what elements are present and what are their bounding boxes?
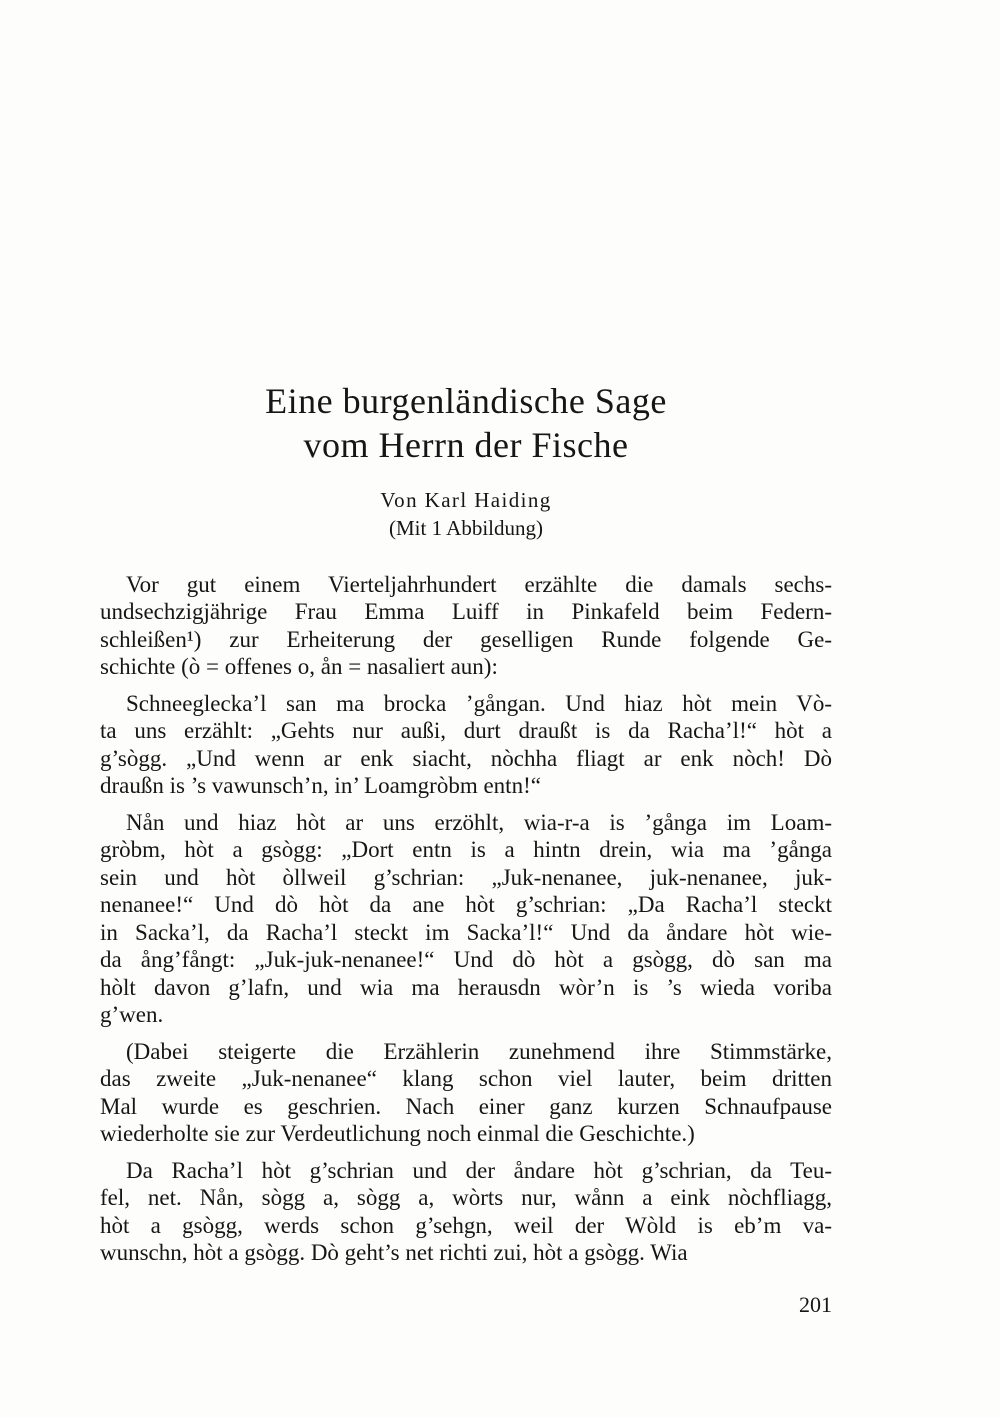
text-line: Nån und hiaz hòt ar uns erzöhlt, wia-r-a is ’gånga im Loam- <box>126 809 832 835</box>
text-line: hòlt davon g’lafn, und wia ma herausdn wòr’n is ’s wieda voriba <box>100 974 832 1000</box>
text-line: (Dabei steigerte die Erzählerin zunehmend ihre Stimmstärke, <box>126 1038 832 1064</box>
text-line: nenanee!“ Und dò hòt da ane hòt g’schrian: „Da Racha’l steckt <box>100 892 832 918</box>
paragraph <box>100 1038 832 1148</box>
text-line: schichte (ò = offenes o, ån = nasaliert aun): <box>100 654 498 680</box>
text-line: wunschn, hòt a gsògg. Dò geht’s net richti zui, hòt a gsògg. Wia <box>100 1240 688 1266</box>
text-line: Da Racha’l hòt g’schrian und der åndare hòt g’schrian, da Teu- <box>126 1157 832 1183</box>
text-line: Vor gut einem Vierteljahrhundert erzählte die damals sechs- <box>126 571 832 597</box>
text-line: draußn is ’s vawunsch’n, in’ Loamgròbm entn!“ <box>100 773 541 799</box>
paragraph <box>100 571 832 681</box>
text-line: hòt a gsògg, werds schon g’sehgn, weil der Wòld is eb’m va- <box>100 1212 832 1238</box>
text-line: da ång’fångt: „Juk-juk-nenanee!“ Und dò hòt a gsògg, dò san ma <box>100 947 832 973</box>
text-line: ta uns erzählt: „Gehts nur außi, durt draußt is da Racha’l!“ hòt a <box>100 718 832 744</box>
text-line: wiederholte sie zur Verdeutlichung noch einmal die Geschichte.) <box>100 1121 695 1147</box>
text-line: schleißen¹) zur Erheiterung der geselligen Runde folgende Ge- <box>100 626 832 652</box>
text-line: fel, net. Nån, sògg a, sògg a, wòrts nur, wånn a eink nòchfliagg, <box>100 1185 832 1211</box>
page-number: 201 <box>799 1292 832 1317</box>
text-line: g’sògg. „Und wenn ar enk siacht, nòchha fliagt ar enk nòch! Dò <box>100 745 832 771</box>
text-line: undsechzigjährige Frau Emma Luiff in Pinkafeld beim Federn- <box>100 599 832 625</box>
text-line: in Sacka’l, da Racha’l steckt im Sacka’l!“ Und da åndare hòt wie- <box>100 919 832 945</box>
illustration-note: (Mit 1 Abbildung) <box>388 515 543 540</box>
page-title-line-1: Eine burgenländische Sage <box>265 381 667 421</box>
text-line: g’wen. <box>100 1002 164 1028</box>
page-title-line-2: vom Herrn der Fische <box>303 424 629 465</box>
paragraph <box>100 690 832 800</box>
text-column <box>100 380 832 1276</box>
author-byline: Von Karl Haiding <box>380 487 552 512</box>
page-title <box>100 380 832 468</box>
text-line: Mal wurde es geschrien. Nach einer ganz kurzen Schnaufpause <box>100 1093 832 1119</box>
text-line: das zweite „Juk-nenanee“ klang schon viel lauter, beim dritten <box>100 1066 832 1092</box>
text-line: Schneeglecka’l san ma brocka ’gångan. Und hiaz hòt mein Vò- <box>126 690 832 716</box>
text-line: sein und hòt òllweil g’schrian: „Juk-nenanee, juk-nenanee, juk- <box>100 864 832 890</box>
text-line: gròbm, hòt a gsògg: „Dort entn is a hintn drein, wia ma ’gånga <box>100 837 832 863</box>
paragraph <box>100 1157 832 1267</box>
body-text <box>100 571 832 1267</box>
paragraph <box>100 809 832 1029</box>
